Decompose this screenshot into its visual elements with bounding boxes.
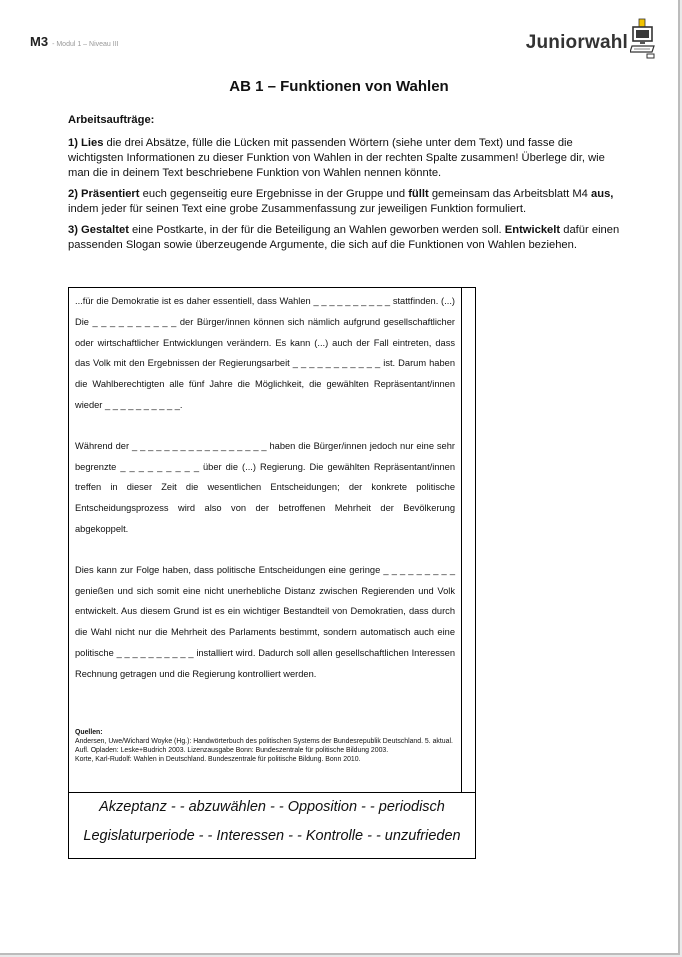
sources bbox=[75, 728, 457, 764]
module-header bbox=[30, 34, 119, 49]
task-2: 2) Präsentiert euch gegenseitig eure Ergebnisse in der Gruppe und füllt gemeinsam das Arbeitsblatt M4 aus, indem jeder für seinen Text eine grobe Zusammenfassung zur jeweiligen Funktion formuliert. bbox=[68, 188, 614, 215]
column-divider bbox=[461, 288, 462, 792]
word-bank-row-1: Akzeptanz - - abzuwählen - - Opposition - - periodisch bbox=[99, 799, 445, 815]
sources-title: Quellen: bbox=[75, 729, 103, 736]
logo-text: Juniorwahl bbox=[525, 31, 628, 53]
task-1: 1) Lies die drei Absätze, fülle die Lücken mit passenden Wörtern (siehe unter dem Text) und fasse die wichtigsten Informationen zu dieser Funktion von Wahlen in der rechten Spalte zusammen! Überlege dir, wie man die in deinem Text beschriebene Funktion von Wahlen nennen könnte. bbox=[68, 137, 605, 179]
tasks-heading: Arbeitsaufträge: bbox=[68, 114, 155, 126]
module-label: M3 bbox=[30, 34, 49, 49]
worksheet-table bbox=[68, 287, 476, 859]
cloze-paragraph-2: Während der _ _ _ _ _ _ _ _ _ _ _ _ _ _ _ _ _ haben die Bürger/innen jedoch nur eine sehr begrenzte _ _ _ _ _ _ _ _ _ über die (...) Regierung. Die gewählten Repräsentant/innen treffen in dieser Zeit die wesentlichen Entscheidungen; der konkrete politische Entscheidungsprozess wird also von der betroffenen Mehrheit der Bevölkerung abgekoppelt. bbox=[75, 440, 455, 534]
cloze-paragraph-1: ...für die Demokratie ist es daher essentiell, dass Wahlen _ _ _ _ _ _ _ _ _ _ stattfinden. (...) Die _ _ _ _ _ _ _ _ _ _ der Bürger/innen können sich nämlich aufgrund gesellschaftlicher oder wirtschaftlicher Entwicklungen verändern. Es kann (...) auch der Fall eintreten, dass das Volk mit den Ergebnissen der Regierungsarbeit _ _ _ _ _ _ _ _ _ _ _ ist. Darum haben die Wahlberechtigten alle fünf Jahre die Möglichkeit, die gewählten Repräsentant/innen wieder _ _ _ _ _ _ _ _ _ _. bbox=[75, 296, 455, 410]
cloze-paragraph-3: Dies kann zur Folge haben, dass politische Entscheidungen eine geringe _ _ _ _ _ _ _ _ _ genießen und sich somit eine nicht unerhebliche Distanz zwischen Regierenden und Volk entwickelt. Aus diesem Grund ist es ein wichtiger Bestandteil von Demokratien, dass durch die Wahl nicht nur die Mehrheit des Parlaments bestimmt, sondern automatisch auch eine politische _ _ _ _ _ _ _ _ _ _ installiert wird. Dadurch soll allen gesellschaftlichen Interessen Rechnung getragen und die Regierung kontrolliert werden. bbox=[75, 564, 455, 679]
page-title: AB 1 – Funktionen von Wahlen bbox=[229, 78, 449, 95]
word-bank-row-2: Legislaturperiode - - Interessen - - Kontrolle - - unzufrieden bbox=[83, 828, 461, 844]
cloze-text-cell bbox=[75, 291, 455, 685]
ballot-computer-icon bbox=[630, 18, 656, 67]
juniorwahl-logo bbox=[526, 18, 656, 67]
task-3: 3) Gestaltet eine Postkarte, in der für die Beteiligung an Wahlen geworben werden soll. Entwickelt dafür einen passenden Slogan sowie überzeugende Argumente, die sich auf die Funktionen von Wahlen beziehen. bbox=[68, 224, 620, 251]
module-subtitle: - Modul 1 – Niveau III bbox=[52, 41, 119, 48]
word-bank bbox=[69, 793, 475, 857]
task-instructions bbox=[68, 113, 628, 259]
source-1: Andersen, Uwe/Wichard Woyke (Hg.): Handwörterbuch des politischen Systems der Bundesrepublik Deutschland. 5. aktual. Aufl. Opladen: Leske+Budrich 2003. Lizenzausgabe Bonn: Bundeszentrale für politische Bildung 2003. bbox=[75, 738, 453, 754]
source-2: Korte, Karl-Rudolf: Wahlen in Deutschland. Bundeszentrale für politische Bildung. Bonn 2010. bbox=[75, 756, 361, 763]
